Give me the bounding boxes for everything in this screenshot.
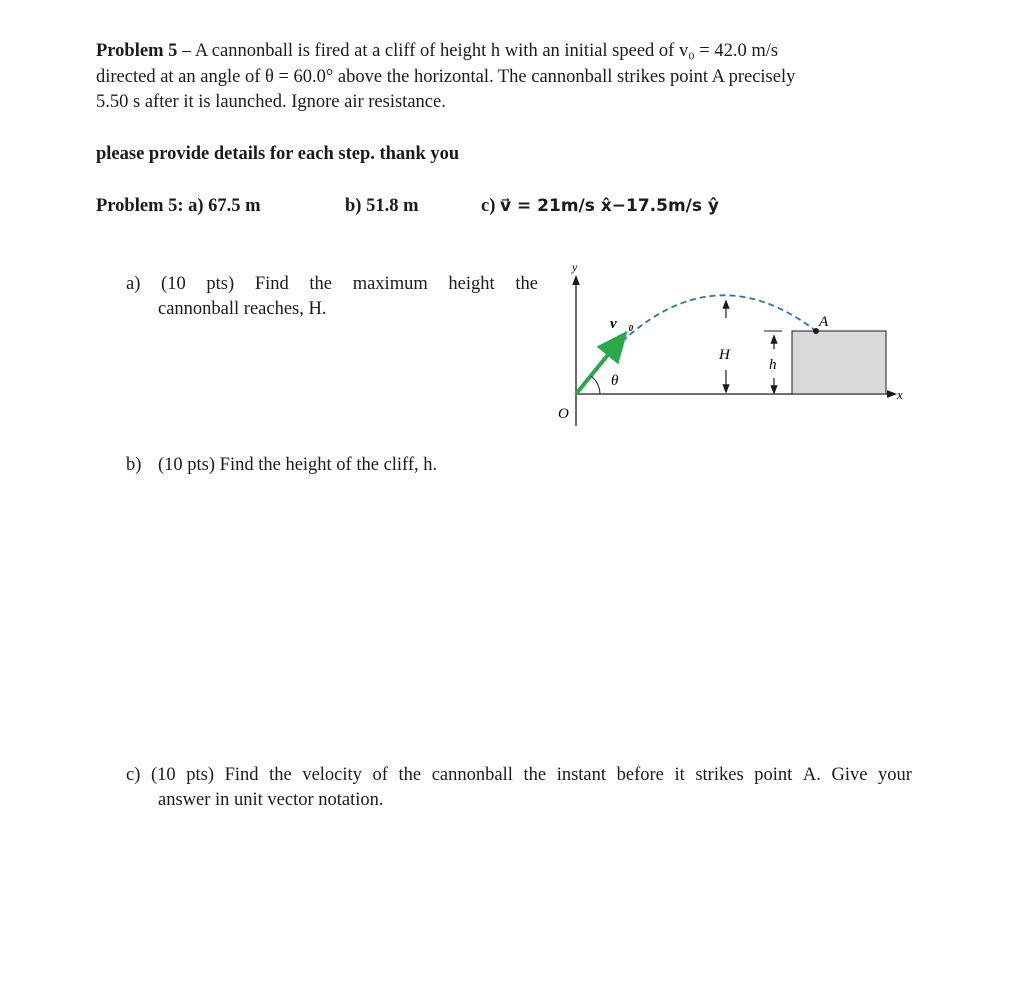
theta-label: θ [611,373,619,389]
projectile-diagram [552,256,912,428]
part-c-word: of [372,765,388,785]
part-c-word: the [398,765,422,785]
part-a-word: pts) [206,274,235,294]
answer-b: b) 51.8 m [345,196,419,216]
part-a-question-line-2: cannonball reaches, H. [158,299,327,319]
part-a-word: the [515,274,538,294]
part-c-word: A. [802,765,821,785]
part-c-word: Find [224,765,259,785]
problem-line-1: A cannonball is fired at a cliff of height h with an initial speed of v₀ = 42.0 m/s [194,41,779,61]
part-a-word: (10 [161,274,186,294]
part-a-word: height [448,274,495,294]
part-c-word: (10 [150,765,176,785]
part-a-word: Find [254,274,289,294]
answer-c-expression: = 21m/s x̂−17.5m/s ŷ [511,196,719,216]
part-c-word: the [269,765,292,785]
part-c-word: pts) [186,765,214,785]
theta-arc [591,376,600,394]
problem-line-3: 5.50 s after it is launched. Ignore air resistance. [96,92,446,112]
problem-title: Problem 5 [96,41,178,61]
part-c-word: Give [831,765,868,785]
answer-c-prefix: c) [481,196,500,216]
x-axis-label: x [897,387,903,402]
problem-line-2: directed at an angle of θ = 60.0° above the horizontal. The cannonball strikes point A precisely [96,66,796,87]
part-c-word: the [523,765,547,785]
part-a-tag: a) [126,274,141,294]
request-text: please provide details for each step. thank you [96,144,460,164]
h-label: h [769,357,777,373]
part-c-word: before [616,765,664,785]
part-c-word: it [674,765,685,785]
v0-label: v⃗₀ [610,316,634,332]
part-b-question [126,453,437,479]
part-c-tag: c) [126,765,141,785]
part-b-tag: b) [126,455,142,475]
part-c-word: strikes [695,765,744,785]
y-axis-label: y [572,260,578,274]
part-c-question [126,763,912,789]
cliff [792,331,886,394]
answer-c-vector: v [500,196,512,216]
part-b-text: (10 pts) Find the height of the cliff, h. [158,455,438,475]
problem-dash: – [177,41,195,61]
answer-c [481,194,719,220]
answer-a: Problem 5: a) 67.5 m [96,196,261,216]
problem-statement [96,39,926,116]
origin-label: O [558,406,569,422]
part-c-word: instant [556,765,607,785]
A-label: A [819,314,829,330]
part-c-word: velocity [302,765,362,785]
part-a-word: the [309,274,333,294]
part-c-word: point [754,765,793,785]
part-c-question-line-2: answer in unit vector notation. [158,790,384,810]
part-c-word: cannonball [431,765,513,785]
H-label: H [719,347,730,363]
part-a-word: maximum [352,274,428,294]
part-c-word: your [878,765,912,785]
part-a-question [126,272,538,298]
